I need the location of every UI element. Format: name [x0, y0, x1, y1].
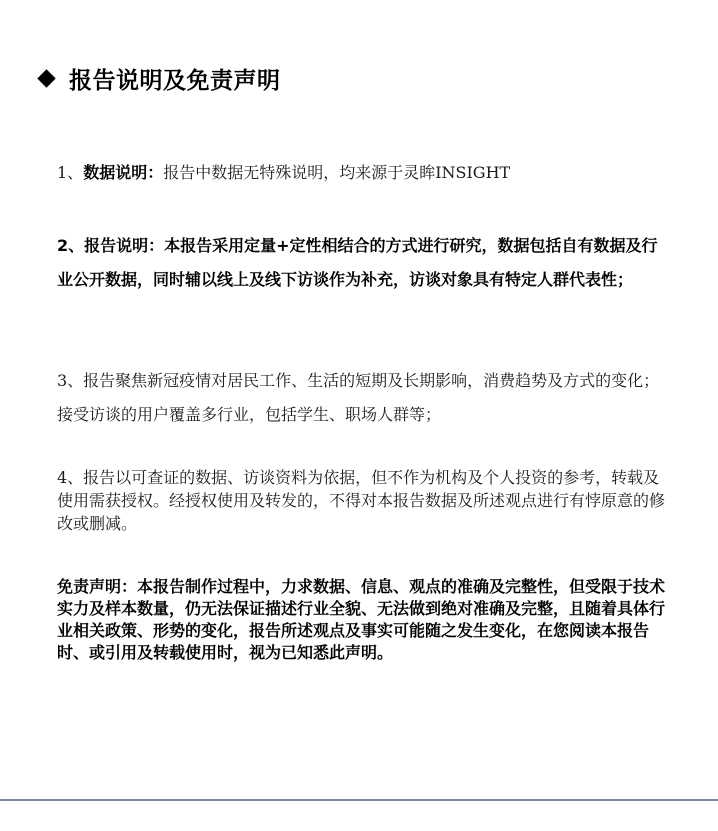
heading-row: [38, 60, 281, 96]
report-note-paragraph: 2、报告说明：本报告采用定量+定性相结合的方式进行研究，数据包括自有数据及行业公开数据，同时辅以线上及线下访谈作为补充，访谈对象具有特定人群代表性；: [57, 236, 658, 289]
data-note-prefix: 1、: [57, 163, 84, 182]
data-note-label: 数据说明：: [83, 163, 164, 182]
data-note-paragraph: [57, 162, 667, 184]
disclaimer-paragraph: 免责声明：本报告制作过程中，力求数据、信息、观点的准确及完整性，但受限于技术实力及样本数量，仍无法保证描述行业全貌、无法做到绝对准确及完整，且随着具体行业相关政策、形势的变化，报告所述观点及事实可能随之发生变化，在您阅读本报告时、或引用及转载使用时，视为已知悉此声明。: [57, 577, 666, 662]
diamond-bullet-icon: [37, 69, 55, 87]
focus-note-paragraph: 3、报告聚焦新冠疫情对居民工作、生活的短期及长期影响，消费趋势及方式的变化；接受访谈的用户覆盖多行业，包括学生、职场人群等；: [57, 371, 660, 424]
usage-note-paragraph: 4、报告以可查证的数据、访谈资料为依据，但不作为机构及个人投资的参考，转载及使用需获授权。经授权使用及转发的，不得对本报告数据及所述观点进行有悖原意的修改或删减。: [57, 468, 666, 533]
page-title: 报告说明及免责声明: [69, 67, 281, 94]
footer-divider: [0, 799, 718, 801]
data-note-text: 报告中数据无特殊说明，均来源于灵眸INSIGHT: [163, 163, 511, 182]
